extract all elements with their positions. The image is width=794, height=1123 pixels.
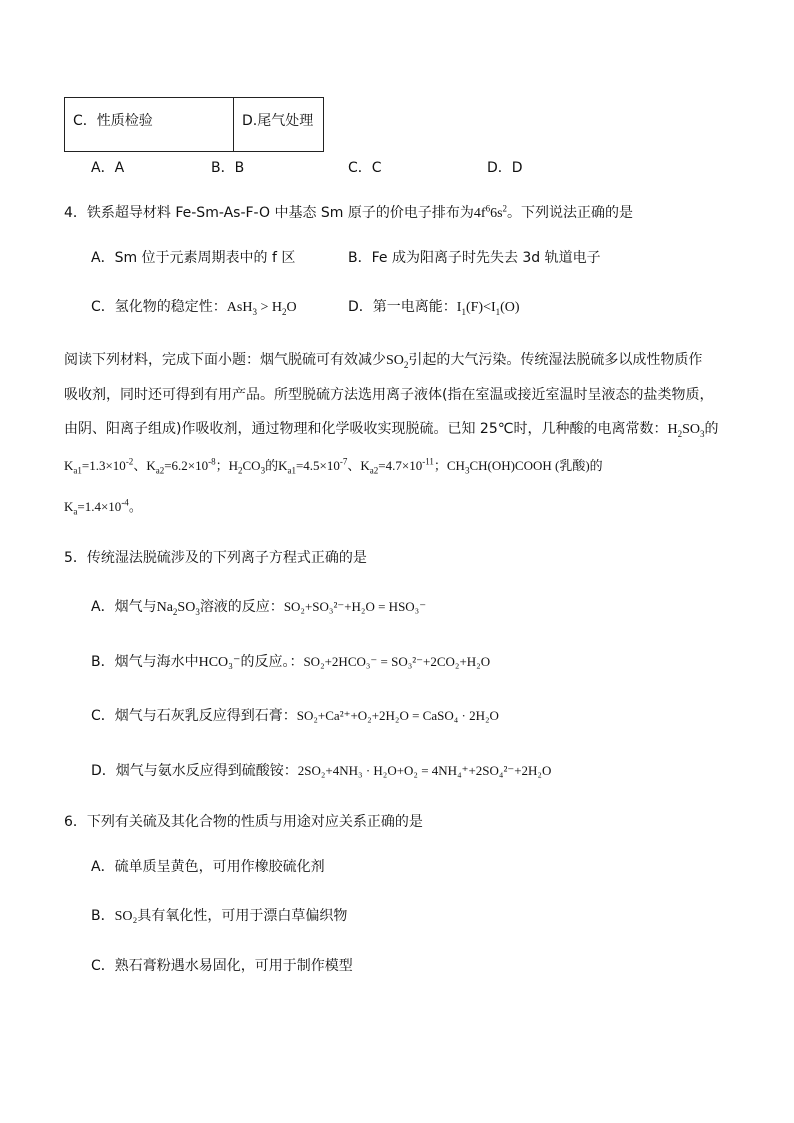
q3-option-b[interactable]: B．B bbox=[211, 160, 245, 176]
q5-option-c[interactable]: C．烟气与石灰乳反应得到石膏：SO₂+Ca²⁺+O₂+2H₂O = CaSO₄ · 2H₂O bbox=[91, 708, 499, 724]
q5-option-a[interactable]: A．烟气与$Na_2SO_3$溶液的反应：SO₂+SO₃²⁻+H₂O = HSO₃⁻ bbox=[91, 599, 427, 617]
q3-option-c[interactable]: C．C bbox=[348, 160, 382, 176]
reading-line-1: 阅读下列材料，完成下面小题：烟气脱硫可有效减少$SO_2$引起的大气污染。传统湿法脱硫多以成性物质作 bbox=[64, 352, 703, 370]
q4-stem: 4．铁系超导材料 Fe-Sm-As-F-O 中基态 Sm 原子的价电子排布为$4f^66s^2$。下列说法正确的是 bbox=[64, 203, 634, 221]
reading-line-3: 由阴、阳离子组成)作吸收剂，通过物理和化学吸收实现脱硫。已知 25℃时，几种酸的电离常数：$H_2SO_3$的 bbox=[64, 421, 719, 439]
q6-option-b[interactable]: B．SO₂具有氧化性，可用于漂白草偏织物 bbox=[91, 908, 348, 924]
table-cell-c: C．性质检验 bbox=[65, 98, 234, 151]
q6-option-c[interactable]: C．熟石膏粉遇水易固化，可用于制作模型 bbox=[91, 958, 353, 974]
q3-option-a[interactable]: A．A bbox=[91, 160, 125, 176]
q5-option-d[interactable]: D．烟气与氨水反应得到硫酸铵：2SO₂+4NH₃ · H₂O+O₂ = 4NH₄⁺+2SO₄²⁻+2H₂O bbox=[91, 763, 552, 779]
q6-option-a[interactable]: A．硫单质呈黄色，可用作橡胶硫化剂 bbox=[91, 859, 325, 875]
q3-option-d[interactable]: D．D bbox=[487, 160, 523, 176]
q4-option-c[interactable]: C．氢化物的稳定性：$AsH_3 > H_2O$ bbox=[91, 299, 297, 317]
reading-line-5: $K_a=1.4\times 10^{-4}$。 bbox=[64, 497, 142, 517]
reading-line-4: $K_{a1}=1.3\times 10^{-2}$、$K_{a2}=6.2\times 10^{-8}$；$H_2CO_3$的$K_{a1}=4.5\times 10^{-7}$、$K_{a2}=4.7\times 10^{-11}$；$CH_3CH(OH)COOH$ (乳酸)的 bbox=[64, 456, 603, 476]
q5-stem: 5．传统湿法脱硫涉及的下列离子方程式正确的是 bbox=[64, 550, 367, 566]
q4-option-d[interactable]: D．第一电离能：$I_1(F)<I_1(O)$ bbox=[348, 299, 520, 317]
q4-option-a[interactable]: A．Sm 位于元素周期表中的 f 区 bbox=[91, 250, 296, 266]
q4-option-b[interactable]: B．Fe 成为阳离子时先失去 3d 轨道电子 bbox=[348, 250, 601, 266]
options-table bbox=[64, 97, 324, 152]
q5-option-b[interactable]: B．烟气与海水中HCO₃⁻的反应。：SO₂+2HCO₃⁻ = SO₃²⁻+2CO₂+H₂O bbox=[91, 654, 491, 670]
reading-line-2: 吸收剂，同时还可得到有用产品。所型脱硫方法选用离子液体(指在室温或接近室温时呈液态的盐类物质， bbox=[64, 387, 714, 403]
q6-stem: 6．下列有关硫及其化合物的性质与用途对应关系正确的是 bbox=[64, 814, 423, 830]
table-cell-d: D.尾气处理 bbox=[242, 113, 314, 129]
